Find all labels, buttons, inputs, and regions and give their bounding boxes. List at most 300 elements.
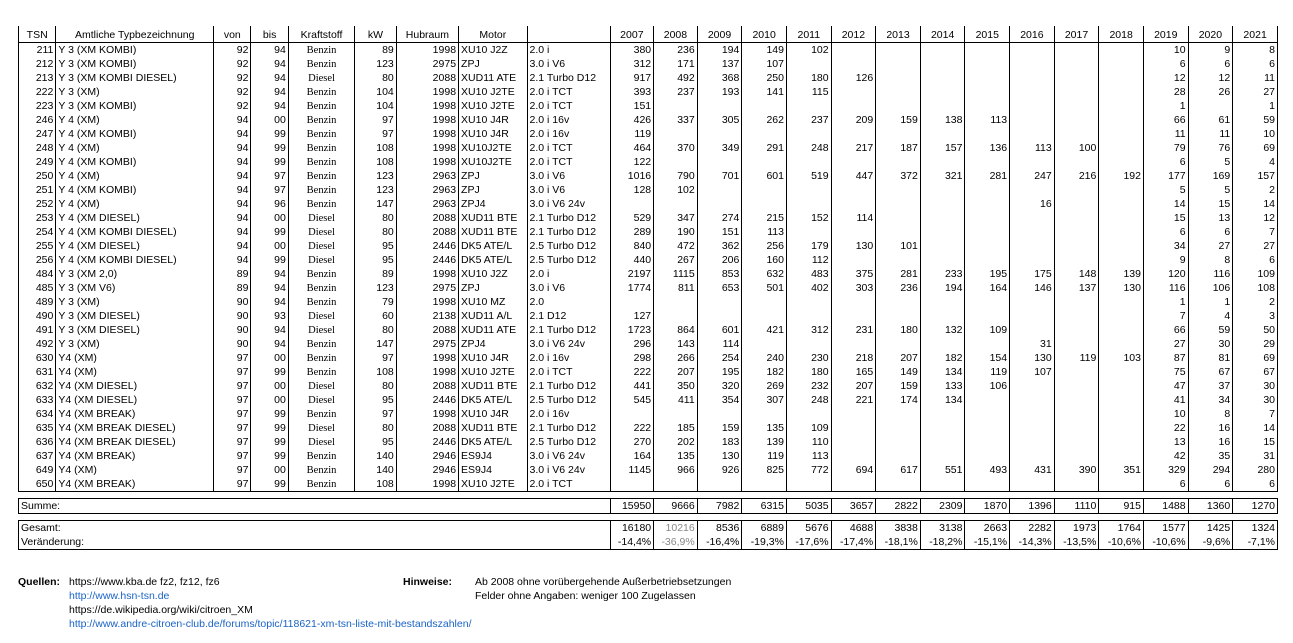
table-cell: 180 xyxy=(876,323,921,337)
table-cell: 103 xyxy=(1099,351,1144,365)
table-cell: Y 4 (XM KOMBI) xyxy=(56,127,214,141)
table-cell xyxy=(1010,57,1055,71)
table-cell xyxy=(965,295,1010,309)
table-cell xyxy=(831,225,876,239)
table-cell xyxy=(1010,309,1055,323)
table-cell xyxy=(965,449,1010,463)
table-cell: 11 xyxy=(1143,127,1188,141)
veraenderung-row-value: -17,6% xyxy=(786,535,831,550)
gesamt-row-value: 4688 xyxy=(831,521,876,536)
table-row xyxy=(19,295,1278,309)
table-cell xyxy=(742,407,787,421)
table-cell: 104 xyxy=(355,99,397,113)
table-cell: 80 xyxy=(355,211,397,225)
table-cell: 632 xyxy=(19,379,56,393)
table-cell xyxy=(965,309,1010,323)
table-cell: 1723 xyxy=(610,323,654,337)
table-cell: 92 xyxy=(214,99,251,113)
veraenderung-row-value: -36,9% xyxy=(654,535,698,550)
table-cell: 94 xyxy=(214,141,251,155)
table-cell xyxy=(1054,113,1099,127)
table-cell: 1 xyxy=(1188,295,1233,309)
table-cell: 31 xyxy=(1010,337,1055,351)
table-cell: 231 xyxy=(831,323,876,337)
table-cell: 130 xyxy=(1010,351,1055,365)
table-cell: 1145 xyxy=(610,463,654,477)
header-cell: 2019 xyxy=(1143,26,1188,43)
table-cell: 174 xyxy=(876,393,921,407)
table-cell xyxy=(1054,99,1099,113)
table-cell xyxy=(1010,211,1055,225)
table-cell: XU10 J2TE xyxy=(459,99,528,113)
table-cell xyxy=(1054,365,1099,379)
table-cell: 632 xyxy=(742,267,787,281)
table-cell: 00 xyxy=(251,113,288,127)
table-cell: 2.5 Turbo D12 xyxy=(527,253,610,267)
table-cell xyxy=(876,309,921,323)
table-cell: 175 xyxy=(1010,267,1055,281)
table-cell: 2946 xyxy=(396,449,458,463)
table-cell: Y 3 (XM) xyxy=(56,337,214,351)
table-cell xyxy=(920,57,965,71)
table-cell: 194 xyxy=(697,43,742,58)
table-cell: Benzin xyxy=(288,99,354,113)
table-cell: 2.1 Turbo D12 xyxy=(527,225,610,239)
table-cell: 2088 xyxy=(396,323,458,337)
gesamt-row-value: 1425 xyxy=(1188,521,1233,536)
table-cell: 119 xyxy=(965,365,1010,379)
table-cell: 4 xyxy=(1188,309,1233,323)
table-cell: 2088 xyxy=(396,225,458,239)
table-cell xyxy=(920,253,965,267)
table-cell: Y 4 (XM KOMBI DIESEL) xyxy=(56,253,214,267)
table-cell: 16 xyxy=(1010,197,1055,211)
table-cell: 631 xyxy=(19,365,56,379)
table-cell xyxy=(965,435,1010,449)
table-cell xyxy=(965,239,1010,253)
table-cell: 2946 xyxy=(396,463,458,477)
table-cell: 97 xyxy=(355,113,397,127)
table-cell: 296 xyxy=(610,337,654,351)
table-cell xyxy=(920,211,965,225)
spreadsheet xyxy=(18,26,1278,550)
veraenderung-row-value: -10,6% xyxy=(1099,535,1144,550)
table-cell: 119 xyxy=(1054,351,1099,365)
table-cell xyxy=(1054,477,1099,492)
table-cell xyxy=(876,71,921,85)
table-cell xyxy=(1010,295,1055,309)
table-cell: 61 xyxy=(1188,113,1233,127)
table-cell xyxy=(1010,421,1055,435)
table-cell: 2.0 i TCT xyxy=(527,365,610,379)
table-cell: 122 xyxy=(610,155,654,169)
table-cell xyxy=(742,197,787,211)
table-row xyxy=(19,337,1278,351)
table-cell: 34 xyxy=(1188,393,1233,407)
table-cell: 2.0 i TCT xyxy=(527,85,610,99)
table-cell: 27 xyxy=(1188,239,1233,253)
summe-row-value: 5035 xyxy=(786,499,831,514)
table-cell xyxy=(742,295,787,309)
table-cell: 102 xyxy=(654,183,698,197)
table-cell: 130 xyxy=(1099,281,1144,295)
table-cell xyxy=(1099,421,1144,435)
table-cell xyxy=(831,127,876,141)
table-cell: 76 xyxy=(1188,141,1233,155)
table-cell: 485 xyxy=(19,281,56,295)
table-cell: Y 3 (XM) xyxy=(56,85,214,99)
table-cell xyxy=(920,435,965,449)
table-cell: Y4 (XM) xyxy=(56,365,214,379)
table-cell xyxy=(920,85,965,99)
table-cell: 123 xyxy=(355,169,397,183)
table-cell xyxy=(1054,211,1099,225)
summe-row-label: Summe: xyxy=(19,499,611,514)
table-cell: 120 xyxy=(1143,267,1188,281)
table-cell xyxy=(920,477,965,492)
table-cell xyxy=(1010,85,1055,99)
veraenderung-row-value: -13,5% xyxy=(1054,535,1099,550)
veraenderung-row-label: Veränderung: xyxy=(19,535,611,550)
table-cell: 6 xyxy=(1233,57,1278,71)
table-cell xyxy=(1099,197,1144,211)
table-cell xyxy=(876,197,921,211)
table-cell xyxy=(786,57,831,71)
table-cell xyxy=(1010,113,1055,127)
table-cell: 3.0 i V6 xyxy=(527,281,610,295)
table-cell: 14 xyxy=(1233,421,1278,435)
table-cell: 41 xyxy=(1143,393,1188,407)
table-cell: 30 xyxy=(1233,379,1278,393)
summe-row-value: 2309 xyxy=(920,499,965,514)
table-cell xyxy=(831,99,876,113)
table-cell: ZPJ4 xyxy=(459,197,528,211)
table-cell: 109 xyxy=(965,323,1010,337)
table-cell xyxy=(610,295,654,309)
link-andre-citroen-club[interactable]: http://www.andre-citroen-club.de/forums/topic/118621-xm-tsn-liste-mit-bestandszahlen/ xyxy=(69,618,472,630)
table-cell: 10 xyxy=(1143,407,1188,421)
veraenderung-row-value: -18,2% xyxy=(920,535,965,550)
table-cell: 2963 xyxy=(396,197,458,211)
table-cell: 2.1 D12 xyxy=(527,309,610,323)
table-cell: Y 3 (XM 2,0) xyxy=(56,267,214,281)
table-cell: 47 xyxy=(1143,379,1188,393)
table-cell: XUD11 BTE xyxy=(459,211,528,225)
table-cell: 1998 xyxy=(396,407,458,421)
table-cell xyxy=(1054,295,1099,309)
link-hsn-tsn[interactable]: http://www.hsn-tsn.de xyxy=(69,590,170,602)
table-cell: 97 xyxy=(214,435,251,449)
table-cell: 2.1 Turbo D12 xyxy=(527,71,610,85)
table-row xyxy=(19,449,1278,463)
table-cell: 80 xyxy=(355,421,397,435)
table-cell: ES9J4 xyxy=(459,463,528,477)
table-cell: 80 xyxy=(355,379,397,393)
table-cell: 230 xyxy=(786,351,831,365)
table-row xyxy=(19,253,1278,267)
table-cell: 141 xyxy=(742,85,787,99)
table-cell xyxy=(1099,393,1144,407)
table-cell xyxy=(920,309,965,323)
header-cell: 2012 xyxy=(831,26,876,43)
table-cell: 135 xyxy=(654,449,698,463)
table-cell xyxy=(920,197,965,211)
table-cell: Y 3 (XM DIESEL) xyxy=(56,323,214,337)
table-cell xyxy=(1099,99,1144,113)
table-cell xyxy=(920,421,965,435)
table-cell: Diesel xyxy=(288,211,354,225)
table-row xyxy=(19,141,1278,155)
table-cell: 87 xyxy=(1143,351,1188,365)
header-cell: 2015 xyxy=(965,26,1010,43)
table-cell: 95 xyxy=(355,253,397,267)
table-cell xyxy=(1010,435,1055,449)
table-cell: 321 xyxy=(920,169,965,183)
table-cell xyxy=(1099,183,1144,197)
table-cell: 115 xyxy=(786,85,831,99)
table-cell xyxy=(1054,393,1099,407)
table-cell: 35 xyxy=(1188,449,1233,463)
table-cell: 27 xyxy=(1233,239,1278,253)
table-cell: 490 xyxy=(19,309,56,323)
table-cell xyxy=(920,295,965,309)
table-cell: Y 4 (XM) xyxy=(56,141,214,155)
table-cell: 50 xyxy=(1233,323,1278,337)
table-cell xyxy=(876,449,921,463)
table-cell: 492 xyxy=(654,71,698,85)
table-cell: Diesel xyxy=(288,225,354,239)
table-cell xyxy=(1010,323,1055,337)
table-cell: 472 xyxy=(654,239,698,253)
table-cell: 281 xyxy=(965,169,1010,183)
summe-row-value: 1396 xyxy=(1010,499,1055,514)
summe-row xyxy=(19,499,1278,514)
table-cell: 149 xyxy=(742,43,787,58)
table-cell xyxy=(654,99,698,113)
table-cell xyxy=(831,309,876,323)
table-cell: 99 xyxy=(251,365,288,379)
summe-row-value: 1360 xyxy=(1188,499,1233,514)
table-cell: 222 xyxy=(19,85,56,99)
table-cell xyxy=(786,295,831,309)
table-cell xyxy=(697,183,742,197)
table-cell: 337 xyxy=(654,113,698,127)
table-cell: 123 xyxy=(355,57,397,71)
table-cell xyxy=(965,407,1010,421)
table-cell: 113 xyxy=(965,113,1010,127)
table-row xyxy=(19,477,1278,492)
summe-row-value: 6315 xyxy=(742,499,787,514)
table-cell: 2963 xyxy=(396,183,458,197)
table-row xyxy=(19,99,1278,113)
table-cell: 165 xyxy=(831,365,876,379)
table-cell: 6 xyxy=(1143,57,1188,71)
table-row xyxy=(19,239,1278,253)
table-cell: ZPJ xyxy=(459,183,528,197)
table-cell xyxy=(965,197,1010,211)
table-cell: 154 xyxy=(965,351,1010,365)
header-cell: 2013 xyxy=(876,26,921,43)
gesamt-row-value: 6889 xyxy=(742,521,787,536)
veraenderung-row-value: -7,1% xyxy=(1233,535,1278,550)
table-cell: 69 xyxy=(1233,141,1278,155)
table-cell: 108 xyxy=(1233,281,1278,295)
table-cell: 926 xyxy=(697,463,742,477)
table-cell: 94 xyxy=(214,197,251,211)
table-cell: 143 xyxy=(654,337,698,351)
veraenderung-row-value: -10,6% xyxy=(1143,535,1188,550)
table-cell: 2.5 Turbo D12 xyxy=(527,435,610,449)
table-row xyxy=(19,183,1278,197)
table-cell xyxy=(786,127,831,141)
table-row xyxy=(19,393,1278,407)
table-cell: Benzin xyxy=(288,407,354,421)
gesamt-row-value: 3138 xyxy=(920,521,965,536)
table-cell xyxy=(920,239,965,253)
table-cell: 233 xyxy=(920,267,965,281)
table-cell xyxy=(1099,141,1144,155)
table-cell: 5 xyxy=(1188,155,1233,169)
table-row xyxy=(19,435,1278,449)
table-cell xyxy=(1010,239,1055,253)
table-cell: 192 xyxy=(1099,169,1144,183)
table-cell: 255 xyxy=(19,239,56,253)
table-cell: 97 xyxy=(214,477,251,492)
table-cell: 223 xyxy=(19,99,56,113)
table-cell: Benzin xyxy=(288,85,354,99)
table-cell: 6 xyxy=(1233,477,1278,492)
table-cell xyxy=(1099,435,1144,449)
table-cell: 2088 xyxy=(396,71,458,85)
table-cell xyxy=(610,477,654,492)
table-cell: 107 xyxy=(742,57,787,71)
table-cell: 151 xyxy=(697,225,742,239)
table-cell: 89 xyxy=(214,267,251,281)
table-cell xyxy=(831,407,876,421)
table-cell: Benzin xyxy=(288,197,354,211)
header-cell: TSN xyxy=(19,26,56,43)
table-cell: 134 xyxy=(920,393,965,407)
summe-row-value: 9666 xyxy=(654,499,698,514)
table-cell: DK5 ATE/L xyxy=(459,393,528,407)
table-cell: 97 xyxy=(214,379,251,393)
table-cell: 195 xyxy=(965,267,1010,281)
summe-row-value: 1110 xyxy=(1054,499,1099,514)
table-cell xyxy=(742,99,787,113)
table-cell: 375 xyxy=(831,267,876,281)
table-cell: 12 xyxy=(1143,71,1188,85)
table-cell: 99 xyxy=(251,477,288,492)
table-cell xyxy=(697,309,742,323)
table-cell xyxy=(1010,477,1055,492)
table-cell xyxy=(920,337,965,351)
table-cell: 94 xyxy=(251,295,288,309)
table-cell: ES9J4 xyxy=(459,449,528,463)
table-cell: 00 xyxy=(251,379,288,393)
table-cell: 236 xyxy=(654,43,698,58)
table-cell: 864 xyxy=(654,323,698,337)
header-cell: 2011 xyxy=(786,26,831,43)
table-cell: 102 xyxy=(786,43,831,58)
table-cell: Y4 (XM DIESEL) xyxy=(56,393,214,407)
header-cell: Kraftstoff xyxy=(288,26,354,43)
table-cell: 649 xyxy=(19,463,56,477)
table-cell xyxy=(920,99,965,113)
table-cell: 31 xyxy=(1233,449,1278,463)
table-cell xyxy=(965,85,1010,99)
table-cell: Y 3 (XM KOMBI) xyxy=(56,57,214,71)
table-cell: 218 xyxy=(831,351,876,365)
table-cell: 2138 xyxy=(396,309,458,323)
table-cell: 127 xyxy=(610,309,654,323)
table-cell: Y 3 (XM KOMBI) xyxy=(56,43,214,58)
table-cell: 97 xyxy=(355,127,397,141)
table-cell xyxy=(742,155,787,169)
table-cell: 3 xyxy=(1233,309,1278,323)
table-cell: 75 xyxy=(1143,365,1188,379)
table-cell: 90 xyxy=(214,323,251,337)
table-cell: 159 xyxy=(876,113,921,127)
table-cell: 483 xyxy=(786,267,831,281)
table-cell: 2975 xyxy=(396,57,458,71)
table-cell: 636 xyxy=(19,435,56,449)
table-cell: 108 xyxy=(355,365,397,379)
table-cell: 99 xyxy=(251,449,288,463)
table-cell xyxy=(831,183,876,197)
source-wikipedia: https://de.wikipedia.org/wiki/citroen_XM xyxy=(69,604,253,616)
table-cell: 108 xyxy=(355,141,397,155)
table-cell: Benzin xyxy=(288,449,354,463)
table-cell: XUD11 BTE xyxy=(459,225,528,239)
table-cell: XUD11 ATE xyxy=(459,323,528,337)
table-cell: 94 xyxy=(251,57,288,71)
table-cell: 206 xyxy=(697,253,742,267)
table-cell: 97 xyxy=(214,351,251,365)
table-cell: 94 xyxy=(214,239,251,253)
table-cell: 249 xyxy=(19,155,56,169)
table-cell: 116 xyxy=(1143,281,1188,295)
table-cell: 370 xyxy=(654,141,698,155)
table-cell: 2446 xyxy=(396,253,458,267)
table-cell: 148 xyxy=(1054,267,1099,281)
table-cell: 635 xyxy=(19,421,56,435)
table-cell: 411 xyxy=(654,393,698,407)
table-cell: 3.0 i V6 24v xyxy=(527,449,610,463)
table-cell: 237 xyxy=(786,113,831,127)
table-cell: 97 xyxy=(251,169,288,183)
tsn-table xyxy=(18,26,1278,550)
table-cell: 14 xyxy=(1143,197,1188,211)
table-cell xyxy=(876,99,921,113)
table-cell: 248 xyxy=(786,393,831,407)
table-cell: ZPJ xyxy=(459,57,528,71)
table-cell: 350 xyxy=(654,379,698,393)
table-cell xyxy=(1099,85,1144,99)
table-cell: Benzin xyxy=(288,365,354,379)
table-cell: 00 xyxy=(251,463,288,477)
table-cell xyxy=(876,407,921,421)
table-row xyxy=(19,281,1278,295)
table-cell: 207 xyxy=(654,365,698,379)
table-cell: 6 xyxy=(1188,225,1233,239)
table-cell: 179 xyxy=(786,239,831,253)
table-cell xyxy=(876,421,921,435)
table-cell: 180 xyxy=(786,365,831,379)
veraenderung-row-value: -14,3% xyxy=(1010,535,1055,550)
table-cell xyxy=(1099,113,1144,127)
table-cell: XU10 MZ xyxy=(459,295,528,309)
table-cell xyxy=(654,407,698,421)
